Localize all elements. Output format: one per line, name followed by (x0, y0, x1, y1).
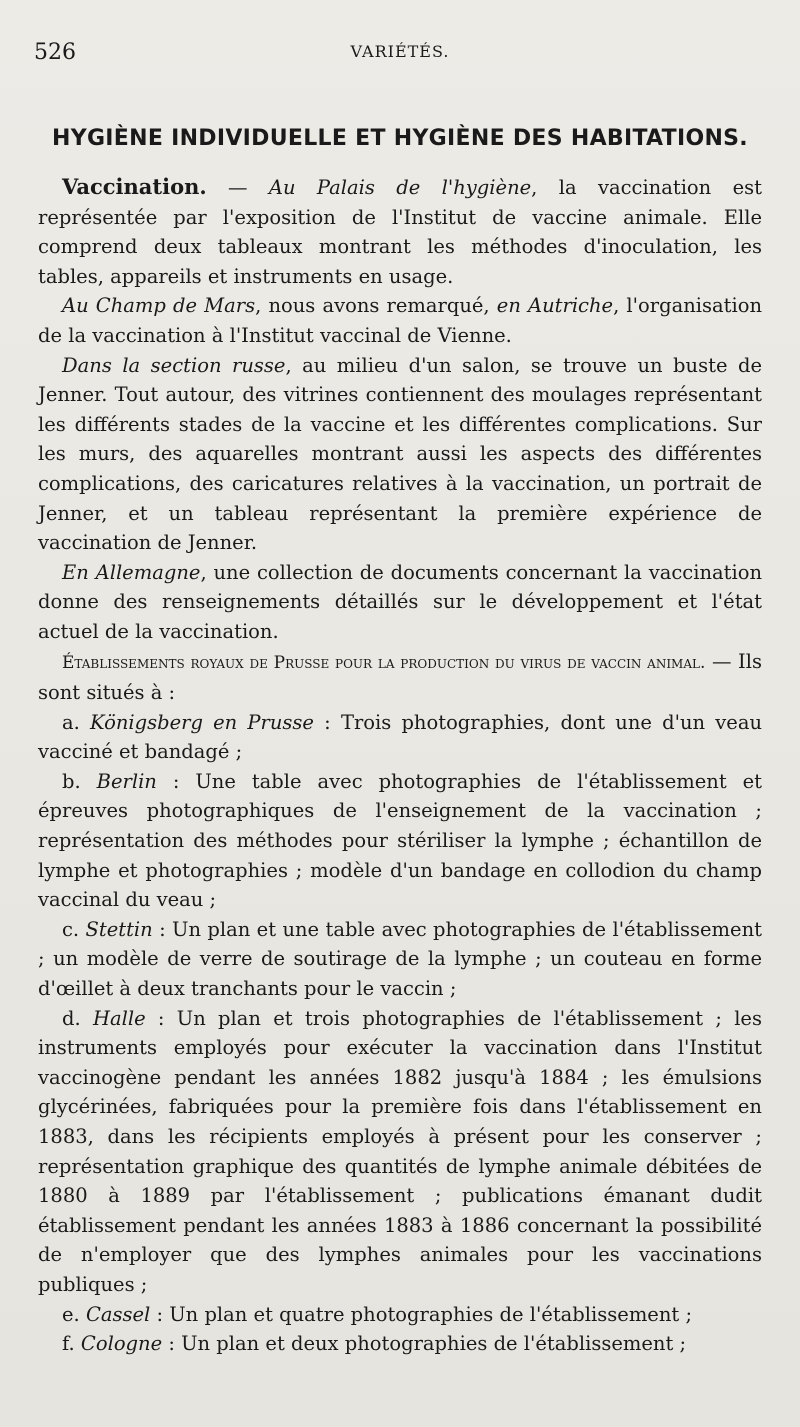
italic-text: en Autriche (496, 294, 614, 318)
paragraph-section-russe (38, 351, 762, 558)
text-span: , une collection de documents concernant la vaccination donne des renseignements détaillés sur le développement et l'état actuel de la vaccination. (38, 560, 763, 643)
italic-text: Cassel (85, 1302, 151, 1326)
text-span: , la vaccination est représentée par l'exposition de l'Institut de vaccine animale. Elle comprend deux tableaux montrant les méthodes d'inoculation, les tables, appareils et instruments en usage. (38, 176, 762, 288)
running-head (34, 40, 766, 70)
list-marker: a. (62, 710, 91, 734)
list-marker: f. (62, 1332, 81, 1356)
text-span: — (206, 176, 269, 199)
list-marker: c. (62, 917, 86, 941)
list-item-konigsberg (38, 708, 762, 767)
text-span: , au milieu d'un salon, se trouve un buste de Jenner. Tout autour, des vitrines contiennent des moulages représentant les différents stades de la vaccine et les différentes complications. Sur les murs, des aquarelles montrant aussi les aspects des différentes complications, des caricatures relatives à la vaccination, un portrait de Jenner, et un tableau représentant la première expérience de vaccination de Jenner. (38, 353, 762, 555)
italic-text: Au Champ de Mars (62, 294, 256, 318)
section-title: HYGIÈNE INDIVIDUELLE ET HYGIÈNE DES HABITATIONS. (52, 126, 748, 151)
page-number: 526 (34, 40, 76, 65)
list-marker: e. (62, 1302, 86, 1326)
paragraph-champ-de-mars (38, 291, 762, 350)
list-item-stettin (38, 915, 762, 1004)
list-item-halle (38, 1004, 762, 1300)
text-span: : Un plan et trois photographies de l'établissement ; les instruments employés pour exécuter la vaccination dans l'Institut vaccinogène pendant les années 1882 jusqu'à 1884 ; les émulsions glycérinées, fabriquées pour la première fois dans l'établissement en 1883, dans les récipients employés à présent pour les conserver ; représentation graphique des quantités de lymphe animale débitées de 1880 à 1889 par l'établissement ; publications émanant dudit établissement pendant les années 1883 à 1886 concernant la possibilité de n'employer que des lymphes animales pour les vaccinations publiques ; (38, 1006, 762, 1296)
list-marker: b. (62, 769, 97, 793)
italic-text: Au Palais de l'hygiène (268, 176, 532, 199)
paragraph-etablissements (38, 647, 762, 708)
text-span: — Ils sont situés à : (38, 649, 762, 705)
list-item-cologne (38, 1329, 762, 1359)
running-title: VARIÉTÉS. (350, 42, 450, 61)
text-span: , l'organisation de la vaccination à l'Institut vaccinal de Vienne. (38, 294, 763, 347)
italic-text: Königsberg en Prusse (90, 710, 314, 734)
text-span: : Une table avec photographies de l'établissement et épreuves photographiques de l'enseignement de la vaccination ; représentation des méthodes pour stériliser la lymphe ; échantillon de lymphe et photographies ; modèle d'un bandage en collodion du champ vaccinal du veau ; (38, 769, 762, 912)
text-span: : Un plan et deux photographies de l'établissement ; (162, 1332, 687, 1356)
paragraph-allemagne (38, 558, 762, 647)
text-span: , nous avons remarqué, (255, 294, 497, 318)
italic-text: En Allemagne (62, 560, 201, 584)
body-text (38, 172, 762, 1359)
italic-text: Halle (92, 1006, 146, 1030)
small-caps-heading: Établissements royaux de Prusse pour la production du virus de vaccin animal. (62, 652, 706, 673)
list-item-cassel (38, 1300, 762, 1330)
italic-text: Dans la section russe (62, 353, 286, 377)
run-in-heading: Vaccination. (62, 174, 207, 199)
text-span: : Un plan et quatre photographies de l'établissement ; (150, 1302, 693, 1326)
list-marker: d. (62, 1006, 93, 1030)
text-span: : Trois photographies, dont une d'un veau vacciné et bandagé ; (38, 710, 763, 764)
list-item-berlin (38, 767, 762, 915)
italic-text: Stettin (85, 917, 153, 941)
text-span: : Un plan et une table avec photographies de l'établissement ; un modèle de verre de soutirage de la lymphe ; un couteau en forme d'œillet à deux tranchants pour le vaccin ; (38, 917, 762, 1001)
paragraph-vaccination (38, 172, 762, 291)
italic-text: Berlin (96, 769, 157, 793)
italic-text: Cologne (80, 1332, 163, 1356)
